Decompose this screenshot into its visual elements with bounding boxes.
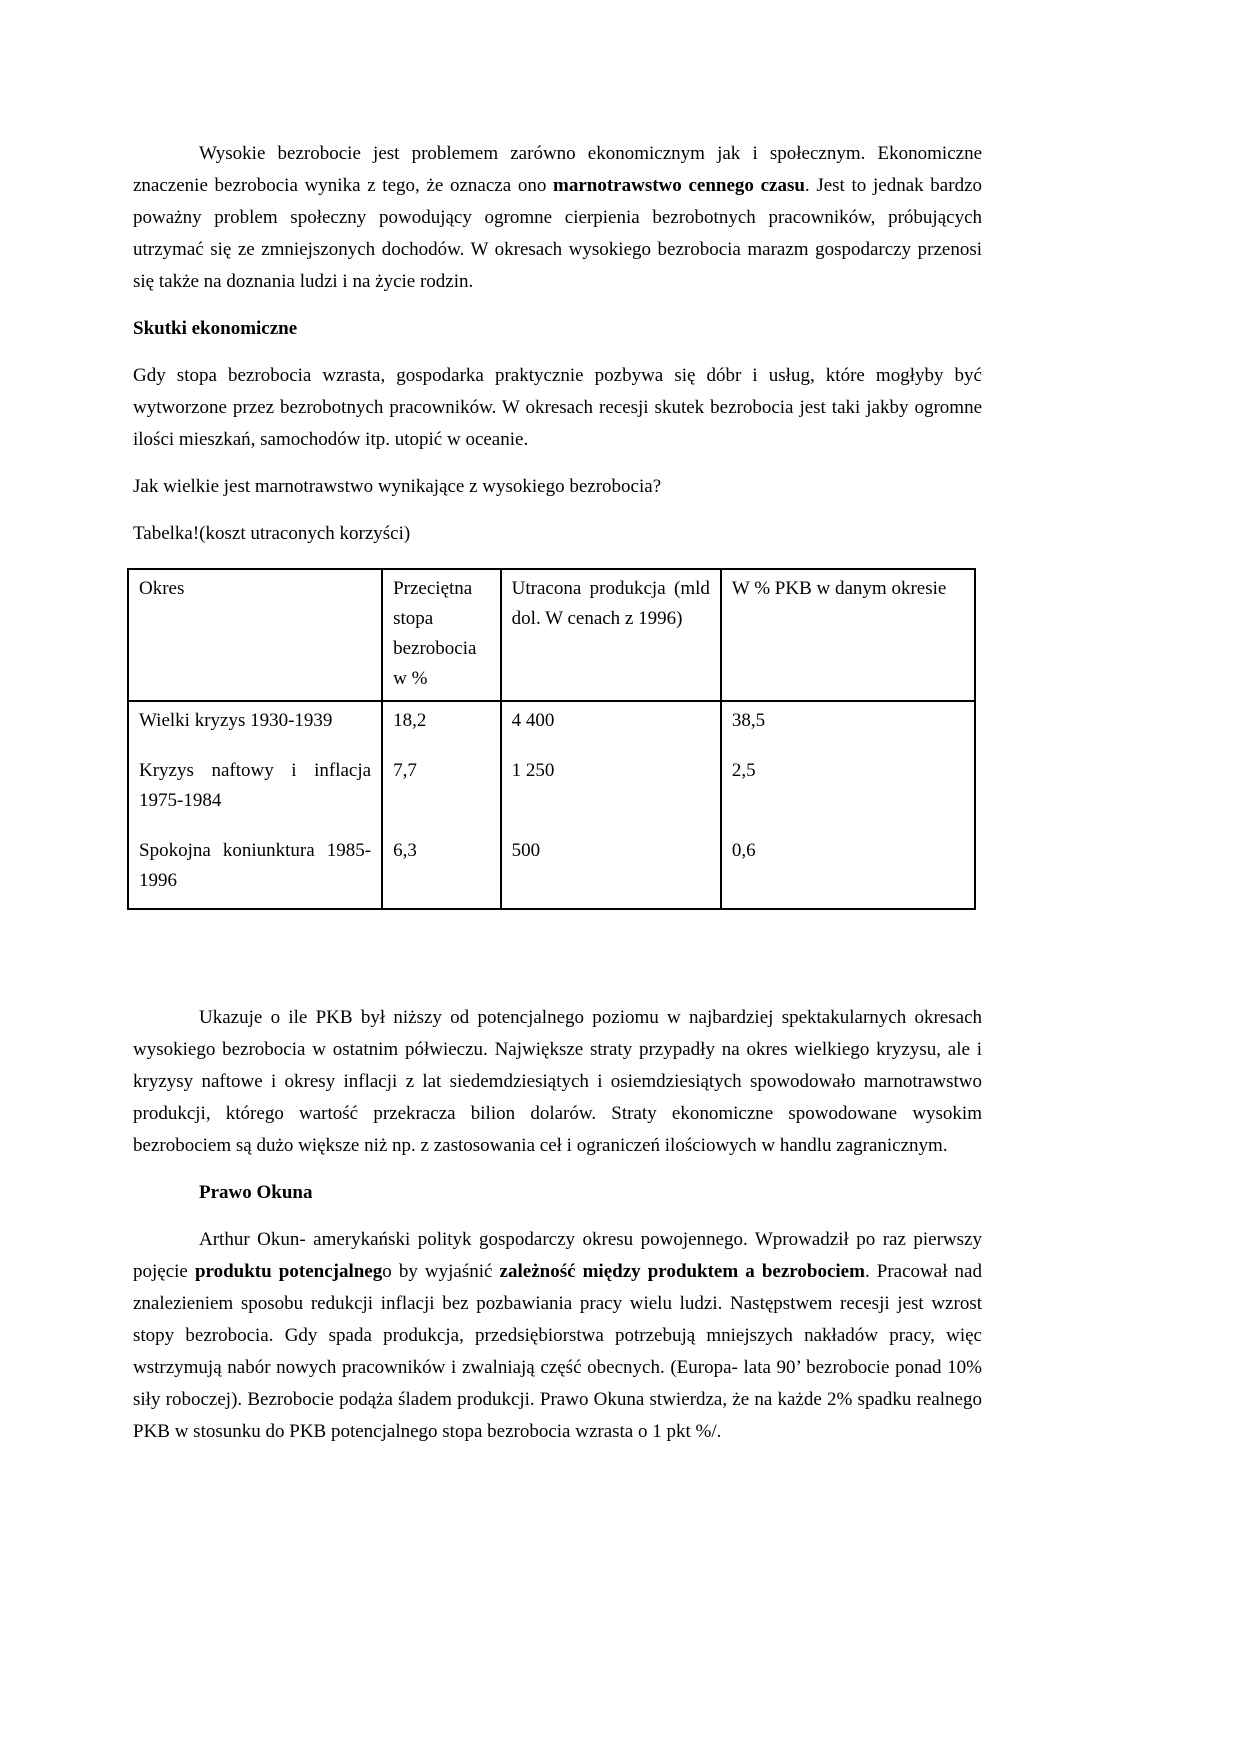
cell-okres: Kryzys naftowy i inflacja 1975-1984 <box>128 752 382 832</box>
text-segment: Arthur Okun- amerykański polityk gospodarczy okresu powojennego. Wprowadził po raz pierwszy pojęcie <box>133 1229 982 1282</box>
paragraph-gdy-stopa: Gdy stopa bezrobocia wzrasta, gospodarka praktycznie pozbywa się dóbr i usług, które mogłyby być wytworzone przez bezrobotnych pracowników. W okresach recesji skutek bezrobocia jest taki jakby ogromne ilości mieszkań, samochodów itp. utopić w oceanie. <box>133 365 982 450</box>
cell-stopa: 18,2 <box>382 701 501 752</box>
cell-okres: Spokojna koniunktura 1985-1996 <box>128 832 382 909</box>
paragraph-prawo-okuna <box>133 1224 982 1448</box>
paragraph-jak-wielkie: Jak wielkie jest marnotrawstwo wynikające z wysokiego bezrobocia? <box>133 476 662 497</box>
text-segment: o by wyjaśnić <box>382 1261 500 1282</box>
cell-produkcja: 500 <box>501 832 721 909</box>
header-utracona-produkcja: Utracona produkcja (mld dol. W cenach z 1996) <box>501 569 721 701</box>
heading-prawo-okuna: Prawo Okuna <box>199 1182 313 1203</box>
cell-stopa: 7,7 <box>382 752 501 832</box>
text-segment: . Pracował nad znalezieniem sposobu redukcji inflacji bez pozbawiania pracy wielu ludzi. Następstwem recesji jest wzrost stopy bezrobocia. Gdy spada produkcja, przedsiębiorstwa potrzebują mniejszych nakładów pracy, więc wstrzymują nabór nowych pracowników i zwalniają część obecnych. (Europa- lata 90’ bezrobocie ponad 10% siły roboczej). Bezrobocie podąża śladem produkcji. Prawo Okuna stwierdza, że na każde 2% spadku realnego PKB w stosunku do PKB potencjalnego stopa bezrobocia wzrasta o 1 pkt %/. <box>133 1261 982 1442</box>
text-segment: . Jest to jednak bardzo poważny problem społeczny powodujący ogromne cierpienia bezrobotnych pracowników, próbujących utrzymać się ze zmniejszonych dochodów. W okresach wysokiego bezrobocia marazm gospodarczy przenosi się także na doznania ludzi i na życie rodzin. <box>133 175 982 292</box>
paragraph-intro <box>133 138 982 298</box>
cell-produkcja: 1 250 <box>501 752 721 832</box>
cell-pkb: 38,5 <box>721 701 975 752</box>
cost-table-header-row <box>128 569 975 701</box>
header-procent-pkb: W % PKB w danym okresie <box>721 569 975 701</box>
text-segment-bold: produktu potencjalneg <box>194 1261 383 1282</box>
header-stopa-bezrobocia: Przeciętna stopa bezrobocia w % <box>382 569 501 701</box>
header-okres: Okres <box>128 569 382 701</box>
table-row-wielki-kryzys <box>128 701 975 752</box>
table-row-spokojna-koniunktura <box>128 832 975 909</box>
paragraph-ukazuje: Ukazuje o ile PKB był niższy od potencjalnego poziomu w najbardziej spektakularnych okresach wysokiego bezrobocia w ostatnim półwieczu. Największe straty przypadły na okres wielkiego kryzysu, ale i kryzysy naftowe i okresy inflacji z lat siedemdziesiątych i osiemdziesiątych spowodowało marnotrawstwo produkcji, którego wartość przekracza bilion dolarów. Straty ekonomiczne spowodowane wysokim bezrobociem są dużo większe niż np. z zastosowania ceł i ograniczeń ilościowych w handlu zagranicznym. <box>133 1007 982 1156</box>
cell-stopa: 6,3 <box>382 832 501 909</box>
paragraph-tabelka-label: Tabelka!(koszt utraconych korzyści) <box>133 523 411 544</box>
heading-skutki-ekonomiczne: Skutki ekonomiczne <box>133 318 298 339</box>
cell-okres: Wielki kryzys 1930-1939 <box>128 701 382 752</box>
cell-produkcja: 4 400 <box>501 701 721 752</box>
text-segment-bold: zależność między produktem a bezrobociem <box>499 1261 865 1282</box>
cell-pkb: 0,6 <box>721 832 975 909</box>
text-segment-bold: marnotrawstwo cennego czasu <box>553 175 805 196</box>
table-row-kryzys-naftowy <box>128 752 975 832</box>
cell-pkb: 2,5 <box>721 752 975 832</box>
cost-table <box>127 568 976 910</box>
text-segment: Wysokie bezrobocie jest problemem zarówno ekonomicznym jak i społecznym. Ekonomiczne znaczenie bezrobocia wynika z tego, że oznacza ono <box>133 143 982 196</box>
